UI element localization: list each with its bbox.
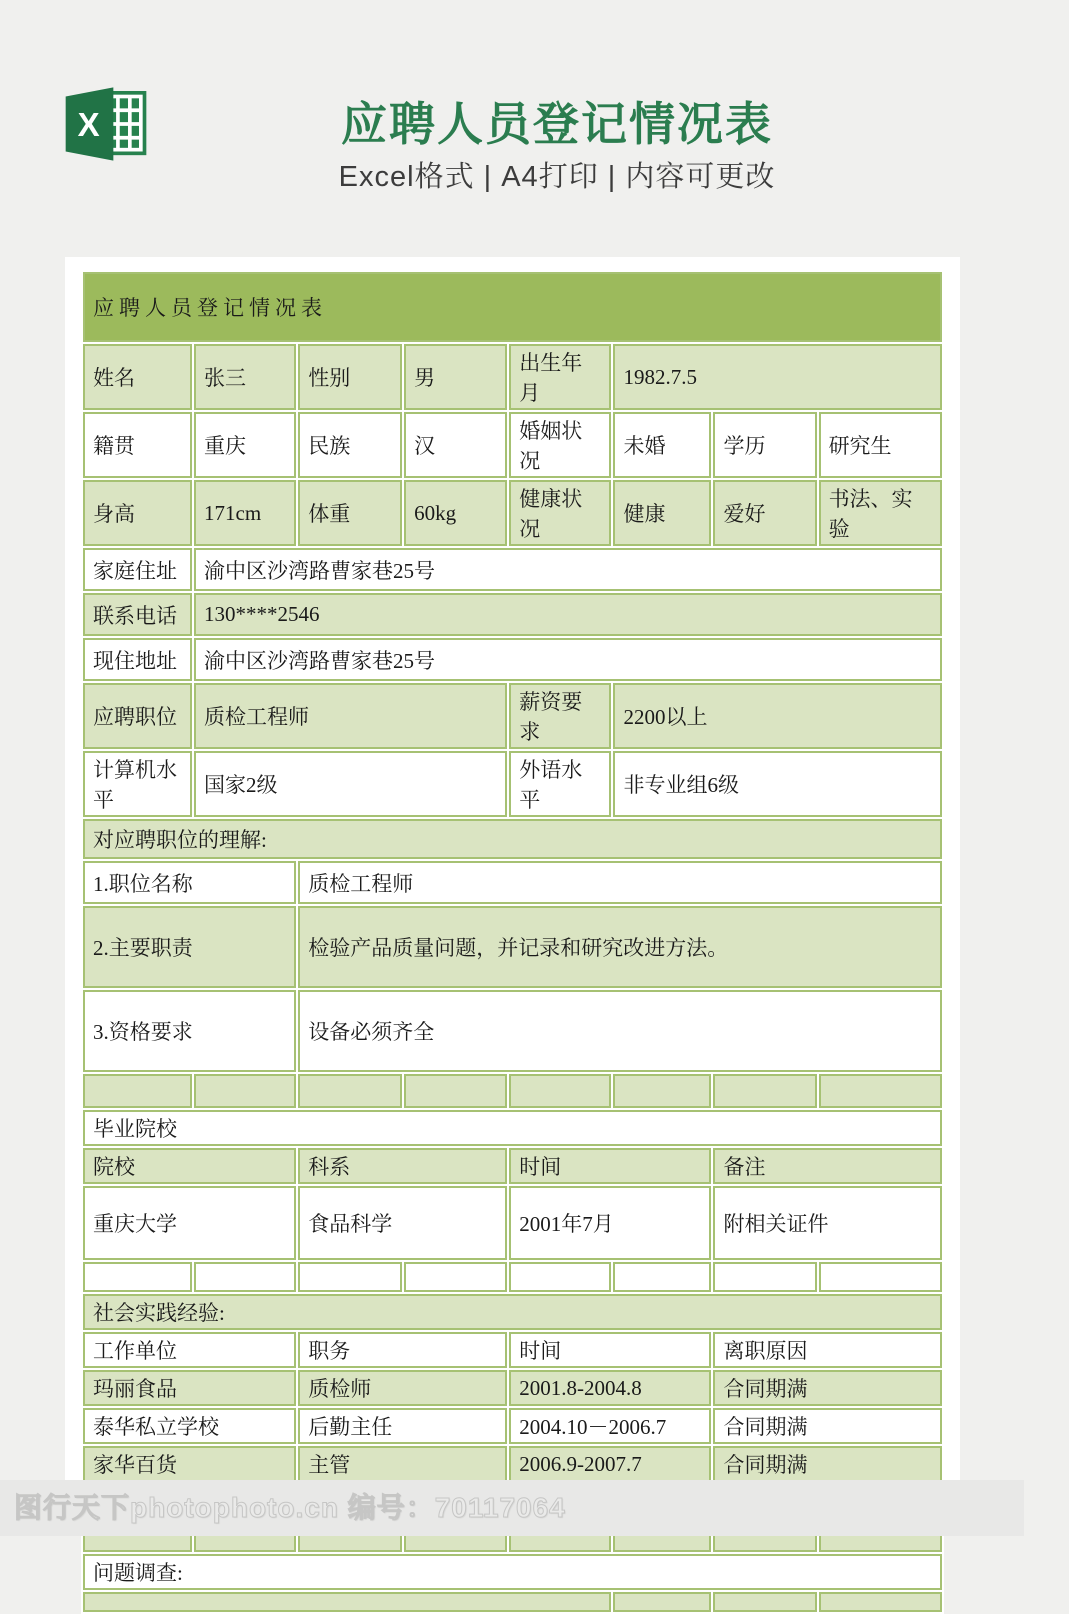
field-value-position: 质检工程师 [194,683,507,749]
form-row [83,1592,942,1612]
work-employer: 家华百货 [83,1446,296,1482]
field-label-qualifications: 3.资格要求 [83,990,296,1072]
field-label-current-address: 现住地址 [83,638,192,681]
column-header-department: 科系 [298,1148,507,1184]
empty-cell [404,1074,507,1108]
form-row [83,548,942,591]
field-value-qualifications: 设备必须齐全 [298,990,942,1072]
section-position-understanding: 对应聘职位的理解: [83,819,942,859]
column-header-leaving-reason: 离职原因 [713,1332,942,1368]
form-table [81,270,944,1614]
work-employer: 泰华私立学校 [83,1408,296,1444]
section-questionnaire: 问题调查: [83,1554,942,1590]
work-employer: 玛丽食品 [83,1370,296,1406]
form-row [83,1370,942,1406]
work-period: 2006.9-2007.7 [509,1446,711,1482]
field-label-home-address: 家庭住址 [83,548,192,591]
work-role: 后勤主任 [298,1408,507,1444]
watermark-text: 图行天下photophoto.cn 编号：70117064 [14,1492,566,1523]
work-leaving-reason: 合同期满 [713,1446,942,1482]
work-leaving-reason: 合同期满 [713,1408,942,1444]
field-label-weight: 体重 [298,480,402,546]
field-label-health: 健康状况 [509,480,611,546]
education-department: 食品科学 [298,1186,507,1260]
form-row [83,1446,942,1482]
form-row [83,990,942,1072]
empty-cell [194,1262,296,1292]
form-row [83,480,942,546]
field-label-job-title: 1.职位名称 [83,861,296,904]
empty-cell [509,1262,611,1292]
field-label-height: 身高 [83,480,192,546]
form-row [83,1148,942,1184]
field-value-native-place: 重庆 [194,412,296,478]
form-row [83,819,942,859]
empty-cell [509,1074,611,1108]
field-value-height: 171cm [194,480,296,546]
field-value-computer-skill: 国家2级 [194,751,507,817]
page-subtitle: Excel格式 | A4打印 | 内容可更改 [338,161,776,193]
field-value-gender: 男 [404,344,507,410]
form-row [83,1332,942,1368]
work-leaving-reason: 合同期满 [713,1370,942,1406]
empty-cell [819,1074,942,1108]
field-label-computer-skill: 计算机水平 [83,751,192,817]
form-row [83,638,942,681]
form-row [83,412,942,478]
field-value-foreign-language: 非专业组6级 [613,751,942,817]
field-label-name: 姓名 [83,344,192,410]
form-row [83,1074,942,1108]
field-value-name: 张三 [194,344,296,410]
form-row [83,1262,942,1292]
field-value-phone: 130****2546 [194,593,942,636]
column-header-employer: 工作单位 [83,1332,296,1368]
page-title: 应聘人员登记情况表 [341,98,773,150]
field-label-salary: 薪资要求 [509,683,611,749]
form-row [83,751,942,817]
empty-cell [713,1262,816,1292]
empty-cell [613,1262,711,1292]
field-label-position: 应聘职位 [83,683,192,749]
field-value-marital-status: 未婚 [613,412,711,478]
empty-cell [819,1592,942,1612]
field-label-phone: 联系电话 [83,593,192,636]
field-value-current-address: 渝中区沙湾路曹家巷25号 [194,638,942,681]
empty-cell [819,1262,942,1292]
column-header-period: 时间 [509,1332,711,1368]
field-value-hobby: 书法、实验 [819,480,942,546]
empty-cell [613,1592,711,1612]
column-header-school: 院校 [83,1148,296,1184]
empty-cell [83,1262,192,1292]
field-value-job-title: 质检工程师 [298,861,942,904]
field-value-birthdate: 1982.7.5 [613,344,942,410]
page-header [0,0,1024,257]
field-label-hobby: 爱好 [713,480,816,546]
work-role: 质检师 [298,1370,507,1406]
empty-cell [298,1262,402,1292]
education-time: 2001年7月 [509,1186,711,1260]
field-value-education-level: 研究生 [819,412,942,478]
work-role: 主管 [298,1446,507,1482]
empty-cell [194,1074,296,1108]
field-label-birthdate: 出生年月 [509,344,611,410]
field-label-main-duties: 2.主要职责 [83,906,296,988]
form-row [83,593,942,636]
form-row [83,906,942,988]
field-label-ethnicity: 民族 [298,412,402,478]
form-title: 应聘人员登记情况表 [83,272,942,342]
column-header-role: 职务 [298,1332,507,1368]
field-value-main-duties: 检验产品质量问题，并记录和研究改进方法。 [298,906,942,988]
column-header-notes: 备注 [713,1148,942,1184]
watermark-bar [0,1480,1024,1536]
field-label-native-place: 籍贯 [83,412,192,478]
form-row [83,861,942,904]
section-work-experience: 社会实践经验: [83,1294,942,1330]
work-period: 2004.10－2006.7 [509,1408,711,1444]
field-value-ethnicity: 汉 [404,412,507,478]
field-label-foreign-language: 外语水平 [509,751,611,817]
field-label-education-level: 学历 [713,412,816,478]
excel-icon-x: X [77,105,100,143]
field-value-salary: 2200以上 [613,683,942,749]
field-value-home-address: 渝中区沙湾路曹家巷25号 [194,548,942,591]
empty-cell [713,1074,816,1108]
empty-cell [83,1074,192,1108]
form-row [83,1186,942,1260]
form-row [83,344,942,410]
empty-cell [613,1074,711,1108]
field-label-marital-status: 婚姻状况 [509,412,611,478]
column-header-time: 时间 [509,1148,711,1184]
empty-cell [83,1592,611,1612]
form-row [83,1110,942,1146]
work-period: 2001.8-2004.8 [509,1370,711,1406]
education-notes: 附相关证件 [713,1186,942,1260]
empty-cell [298,1074,402,1108]
education-school: 重庆大学 [83,1186,296,1260]
empty-cell [404,1262,507,1292]
field-value-weight: 60kg [404,480,507,546]
field-value-health: 健康 [613,480,711,546]
empty-cell [713,1592,816,1612]
form-row [83,1408,942,1444]
form-row [83,1294,942,1330]
field-label-gender: 性别 [298,344,402,410]
section-graduation-school: 毕业院校 [83,1110,942,1146]
form-row [83,1554,942,1590]
form-row [83,683,942,749]
